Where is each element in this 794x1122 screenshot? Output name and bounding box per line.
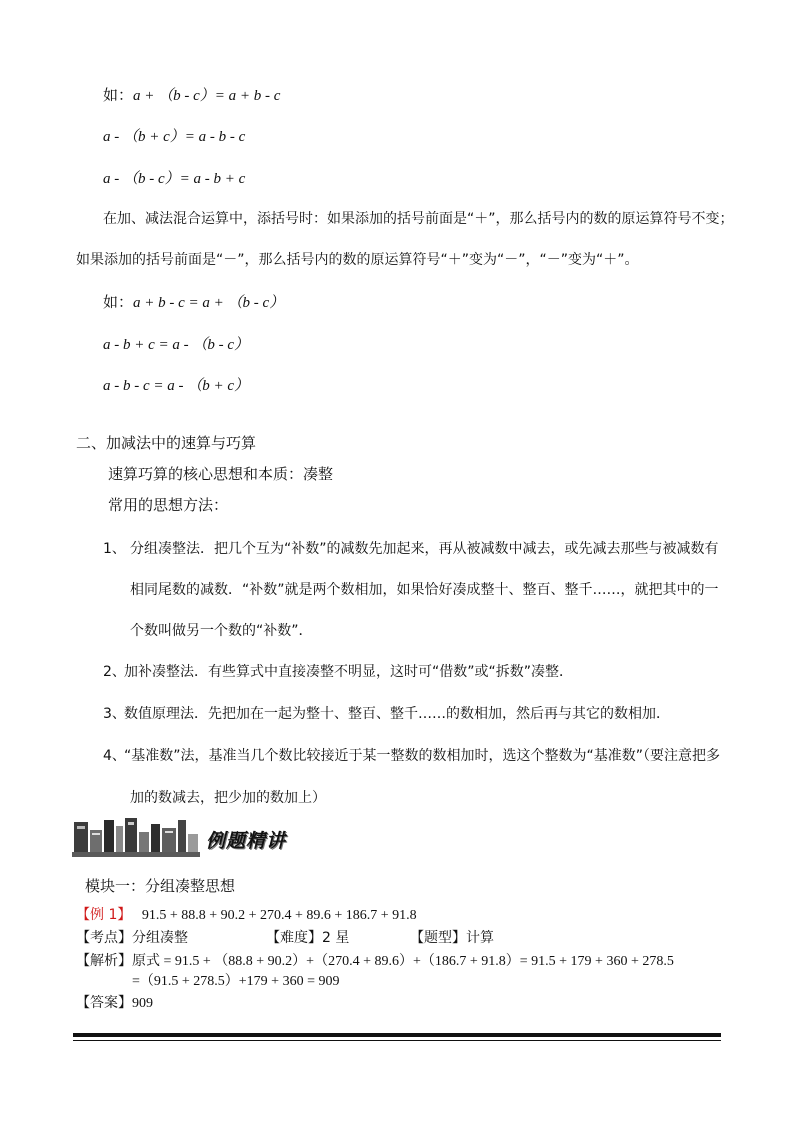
method-number: 1、: [103, 541, 126, 557]
example-line-3: a - （b - c）= a - b + c: [103, 171, 246, 187]
answer-value: 909: [132, 996, 153, 1011]
nandu-label: 【难度】: [266, 930, 322, 946]
solution-text: 原式 = 91.5 + （88.8 + 90.2）+（270.4 + 89.6）+（186.7 + 91.8）= 91.5 + 179 + 360 + 278.5: [132, 954, 674, 969]
nandu-value: 2 星: [322, 930, 350, 946]
example-line-4: [103, 291, 284, 312]
method-text-line: 个数叫做另一个数的“补数”．: [130, 623, 313, 639]
example-prefix: 如：: [103, 86, 134, 104]
method-text-line: 分组凑整法．把几个互为“补数”的减数先加起来，再从被减数中减去，或先减去那些与被减数有: [130, 541, 719, 557]
example-meta-type: [410, 927, 494, 947]
books-icon: [72, 816, 200, 860]
solution-line-2: =（91.5 + 278.5）+179 + 360 = 909: [132, 974, 340, 989]
banner-title: 例题精讲: [206, 830, 287, 852]
example-meta: [76, 927, 188, 947]
bottom-divider-thick: [73, 1033, 721, 1037]
method-text-line: “基准数”法，基准当几个数比较接近于某一整数的数相加时，选这个整数为“基准数”（要注意把多: [124, 748, 721, 764]
tixing-value: 计算: [466, 930, 494, 946]
example-prefix: 如：: [103, 293, 134, 311]
kaodian-value: 分组凑整: [132, 930, 188, 946]
method-number: 2、: [103, 664, 126, 680]
example-line-5: a - b + c = a - （b - c）: [103, 337, 250, 353]
kaodian-label: 【考点】: [76, 930, 132, 946]
formula: a + （b - c）= a + b - c: [133, 88, 281, 104]
answer-line: [76, 992, 153, 1012]
method-number: 4、: [103, 748, 126, 764]
example-line-1: [103, 84, 280, 105]
formula: a + b - c = a + （b - c）: [133, 295, 285, 311]
answer-label: 【答案】: [76, 995, 132, 1011]
example-label: 【例 1】: [76, 907, 132, 923]
bracket-rule-line-1: 在加、减法混合运算中，添括号时：如果添加的括号前面是“＋”，那么括号内的数的原运算符号不变；: [103, 211, 734, 227]
method-text-line: 相同尾数的减数．“补数”就是两个数相加，如果恰好凑成整十、整百、整千……，就把其中的一: [130, 582, 719, 598]
tixing-label: 【题型】: [410, 930, 466, 946]
example-line-2: a - （b + c）= a - b - c: [103, 129, 246, 145]
example-meta-difficulty: [266, 927, 349, 947]
example-header: [76, 904, 417, 924]
section-banner: [72, 816, 312, 864]
method-number: 3、: [103, 706, 126, 722]
example-line-6: a - b - c = a - （b + c）: [103, 378, 250, 394]
method-text-line: 加的数减去，把少加的数加上）: [130, 790, 326, 806]
bracket-rule-line-2: 如果添加的括号前面是“－”，那么括号内的数的原运算符号“＋”变为“－”，“－”变为“＋”。: [76, 252, 639, 268]
module-title: 模块一：分组凑整思想: [85, 877, 236, 895]
method-text-line: 数值原理法．先把加在一起为整十、整百、整千……的数相加，然后再与其它的数相加．: [124, 706, 670, 722]
bottom-divider-thin: [73, 1040, 721, 1041]
core-idea: 速算巧算的核心思想和本质：凑整: [108, 465, 334, 483]
section-heading: 二、加减法中的速算与巧算: [76, 434, 257, 452]
jiexi-label: 【解析】: [76, 953, 132, 969]
example-expression: 91.5 + 88.8 + 90.2 + 270.4 + 89.6 + 186.7 + 91.8: [141, 908, 417, 923]
solution-line-1: [76, 950, 674, 970]
methods-title: 常用的思想方法：: [108, 496, 229, 514]
method-text-line: 加补凑整法．有些算式中直接凑整不明显，这时可“借数”或“拆数”凑整．: [124, 664, 574, 680]
